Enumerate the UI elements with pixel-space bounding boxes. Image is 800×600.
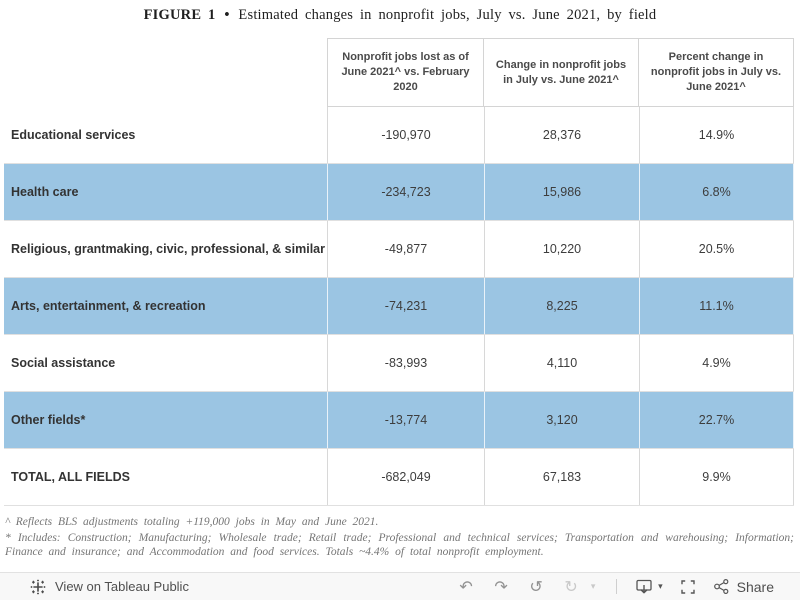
- figure-title: [0, 7, 800, 24]
- table-header-row: [4, 38, 794, 107]
- row-label: Arts, entertainment, & recreation: [11, 299, 206, 313]
- column-header-change: Change in nonprofit jobs in July vs. June 2021^: [484, 38, 639, 107]
- cell-pct-change: 9.9%: [639, 449, 794, 505]
- cell-change: 28,376: [484, 107, 639, 163]
- footnote-bls: ^ Reflects BLS adjustments totaling +119,000 jobs in May and June 2021.: [5, 516, 379, 528]
- undo-icon[interactable]: ↶: [459, 576, 473, 596]
- nonprofit-jobs-table: [4, 38, 794, 506]
- toolbar-divider: [616, 579, 617, 594]
- cell-jobs-lost: -13,774: [327, 392, 484, 448]
- cell-change: 67,183: [484, 449, 639, 505]
- cell-change: 3,120: [484, 392, 639, 448]
- cell-pct-change: 6.8%: [639, 164, 794, 220]
- cell-change: 8,225: [484, 278, 639, 334]
- cell-jobs-lost: -49,877: [327, 221, 484, 277]
- cell-jobs-lost: -83,993: [327, 335, 484, 391]
- cell-jobs-lost: -234,723: [327, 164, 484, 220]
- table-row: [4, 278, 794, 335]
- cell-change: 4,110: [484, 335, 639, 391]
- row-label: Social assistance: [11, 356, 116, 370]
- row-label: Other fields*: [11, 413, 86, 427]
- footnotes: [5, 515, 794, 561]
- title-bullet: •: [224, 7, 230, 23]
- row-label: Religious, grantmaking, civic, professional, & similar: [11, 242, 325, 256]
- share-button[interactable]: [713, 578, 774, 595]
- cell-pct-change: 20.5%: [639, 221, 794, 277]
- title-text: Estimated changes in nonprofit jobs, July vs. June 2021, by field: [238, 7, 657, 23]
- cell-pct-change: 22.7%: [639, 392, 794, 448]
- cell-pct-change: 4.9%: [639, 335, 794, 391]
- revert-icon[interactable]: ↺: [529, 576, 543, 596]
- refresh-icon[interactable]: ↻: [564, 576, 578, 596]
- redo-icon[interactable]: ↷: [494, 576, 508, 596]
- cell-jobs-lost: -682,049: [327, 449, 484, 505]
- tableau-logo-icon: [30, 579, 46, 595]
- row-label: TOTAL, ALL FIELDS: [11, 470, 130, 484]
- table-row: [4, 221, 794, 278]
- column-header-pct-change: Percent change in nonprofit jobs in July vs. June 2021^: [639, 38, 794, 107]
- table-row-total: [4, 449, 794, 506]
- refresh-caret-icon[interactable]: ▾: [590, 581, 596, 591]
- share-label: Share: [736, 578, 774, 595]
- download-icon: [635, 578, 653, 595]
- cell-change: 10,220: [484, 221, 639, 277]
- toolbar-actions: [456, 577, 774, 597]
- row-label: Educational services: [11, 128, 136, 142]
- column-header-jobs-lost: Nonprofit jobs lost as of June 2021^ vs. February 2020: [327, 38, 484, 107]
- table-row: [4, 164, 794, 221]
- view-on-tableau-public-label: View on Tableau Public: [55, 579, 189, 594]
- header-spacer: [4, 38, 327, 107]
- table-row: [4, 335, 794, 392]
- share-icon: [713, 578, 730, 595]
- row-label: Health care: [11, 185, 79, 199]
- cell-change: 15,986: [484, 164, 639, 220]
- download-caret-icon: ▾: [658, 581, 663, 591]
- table-row: [4, 107, 794, 164]
- cell-jobs-lost: -190,970: [327, 107, 484, 163]
- cell-jobs-lost: -74,231: [327, 278, 484, 334]
- tableau-toolbar: [0, 572, 800, 600]
- cell-pct-change: 14.9%: [639, 107, 794, 163]
- download-button[interactable]: [635, 578, 663, 595]
- fullscreen-icon[interactable]: [678, 577, 698, 597]
- footnote-other-fields: * Includes: Construction; Manufacturing; Wholesale trade; Retail trade; Professional and technical services; Transportation and warehousing; Information; Finance and insurance; and Accommodation and food services. Totals ~4.4% of total nonprofit employment.: [5, 531, 794, 559]
- view-on-tableau-public-link[interactable]: [30, 579, 189, 595]
- cell-pct-change: 11.1%: [639, 278, 794, 334]
- table-row: [4, 392, 794, 449]
- figure-label: FIGURE 1: [143, 7, 216, 23]
